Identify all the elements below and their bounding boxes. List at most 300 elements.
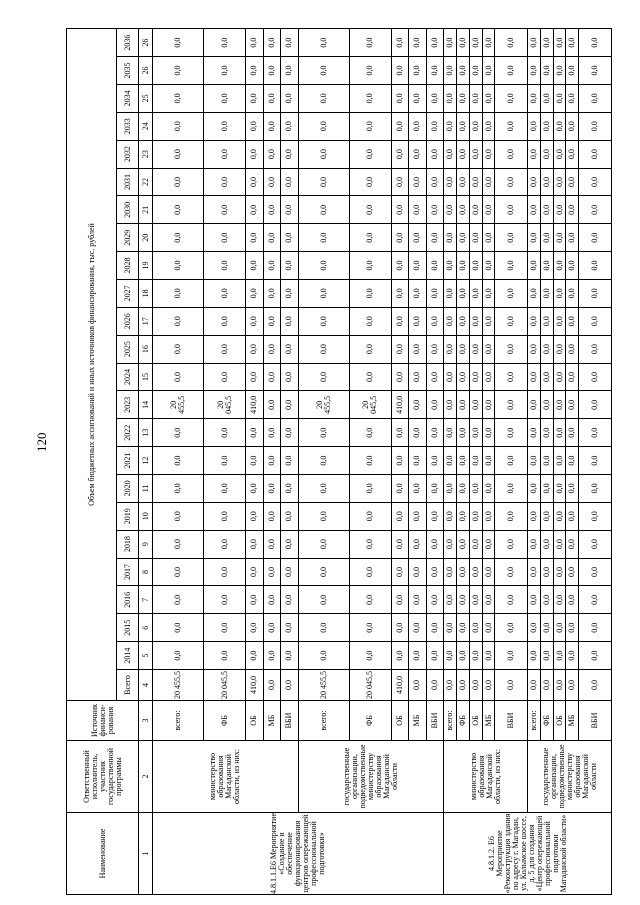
value-cell: 0,0 bbox=[457, 84, 470, 112]
value-cell: 0,0 bbox=[281, 363, 298, 391]
value-cell: 0,0 bbox=[469, 419, 482, 447]
value-cell: 0,0 bbox=[426, 84, 443, 112]
value-cell: 0,0 bbox=[204, 57, 246, 85]
table-row bbox=[528, 29, 541, 895]
value-cell: 0,0 bbox=[298, 196, 349, 224]
value-cell: 0,0 bbox=[540, 29, 553, 57]
source-cell: ВБИ bbox=[281, 701, 298, 741]
value-cell: 0,0 bbox=[426, 112, 443, 140]
value-cell: 0,0 bbox=[566, 29, 579, 57]
value-cell: 0,0 bbox=[263, 614, 280, 642]
value-cell: 0,0 bbox=[409, 307, 426, 335]
value-cell: 0,0 bbox=[409, 502, 426, 530]
value-cell: 0,0 bbox=[457, 447, 470, 475]
value-cell: 0,0 bbox=[246, 112, 263, 140]
value-cell: 0,0 bbox=[409, 196, 426, 224]
source-cell: ОБ bbox=[391, 701, 408, 741]
value-cell: 0,0 bbox=[566, 84, 579, 112]
column-number-row bbox=[139, 29, 153, 895]
measure-name: 4.8.1.2. Е6 Мероприятие «Реконструкция здания по адресу г. Магадан, ул. Колымское шоссе, д. 5 для создания «Центр опережающей профессиональной подготовки Магаданской области» bbox=[444, 813, 612, 895]
year-header: 2016 bbox=[117, 586, 139, 614]
value-cell: 0,0 bbox=[528, 335, 541, 363]
value-cell: 0,0 bbox=[444, 530, 457, 558]
value-cell: 0,0 bbox=[281, 391, 298, 419]
value-cell: 0,0 bbox=[495, 391, 528, 419]
value-cell: 0,0 bbox=[540, 307, 553, 335]
value-cell: 0,0 bbox=[391, 140, 408, 168]
value-cell: 0,0 bbox=[349, 224, 391, 252]
value-cell: 0,0 bbox=[263, 530, 280, 558]
value-cell: 0,0 bbox=[298, 447, 349, 475]
value-cell: 0,0 bbox=[246, 558, 263, 586]
value-cell: 0,0 bbox=[528, 558, 541, 586]
value-cell: 0,0 bbox=[246, 307, 263, 335]
column-number: 13 bbox=[139, 419, 153, 447]
total-cell: 0,0 bbox=[409, 670, 426, 701]
value-cell: 0,0 bbox=[457, 252, 470, 280]
value-cell: 0,0 bbox=[281, 307, 298, 335]
value-cell: 0,0 bbox=[566, 140, 579, 168]
value-cell: 0,0 bbox=[540, 335, 553, 363]
value-cell: 0,0 bbox=[444, 307, 457, 335]
value-cell: 0,0 bbox=[391, 474, 408, 502]
column-number: 17 bbox=[139, 307, 153, 335]
value-cell: 0,0 bbox=[246, 84, 263, 112]
value-cell: 0,0 bbox=[298, 363, 349, 391]
value-cell: 0,0 bbox=[553, 586, 566, 614]
value-cell: 0,0 bbox=[469, 279, 482, 307]
year-header: 2032 bbox=[117, 140, 139, 168]
value-cell: 0,0 bbox=[426, 335, 443, 363]
value-cell: 0,0 bbox=[204, 642, 246, 670]
value-cell: 0,0 bbox=[204, 474, 246, 502]
source-cell: всего: bbox=[528, 701, 541, 741]
value-cell: 0,0 bbox=[444, 140, 457, 168]
value-cell: 0,0 bbox=[495, 307, 528, 335]
value-cell: 0,0 bbox=[204, 502, 246, 530]
value-cell: 0,0 bbox=[528, 391, 541, 419]
value-cell: 0,0 bbox=[469, 168, 482, 196]
value-cell: 0,0 bbox=[153, 363, 204, 391]
value-cell: 0,0 bbox=[528, 112, 541, 140]
value-cell: 0,0 bbox=[528, 279, 541, 307]
value-cell: 0,0 bbox=[391, 558, 408, 586]
column-number: 11 bbox=[139, 474, 153, 502]
value-cell: 0,0 bbox=[281, 419, 298, 447]
value-cell: 0,0 bbox=[349, 29, 391, 57]
value-cell: 0,0 bbox=[426, 279, 443, 307]
year-header: 2035 bbox=[117, 57, 139, 85]
value-cell: 0,0 bbox=[566, 224, 579, 252]
value-cell: 0,0 bbox=[566, 391, 579, 419]
value-cell: 20 455,5 bbox=[153, 391, 204, 419]
value-cell: 0,0 bbox=[553, 57, 566, 85]
value-cell: 0,0 bbox=[263, 419, 280, 447]
source-cell: ВБИ bbox=[426, 701, 443, 741]
value-cell: 0,0 bbox=[495, 614, 528, 642]
header-executor: Ответственный исполнитель, участник государственной программы bbox=[67, 741, 139, 813]
value-cell: 0,0 bbox=[298, 307, 349, 335]
value-cell: 0,0 bbox=[391, 307, 408, 335]
value-cell: 0,0 bbox=[281, 279, 298, 307]
year-header: 2026 bbox=[117, 307, 139, 335]
value-cell: 0,0 bbox=[246, 419, 263, 447]
value-cell: 0,0 bbox=[409, 168, 426, 196]
value-cell: 0,0 bbox=[579, 391, 612, 419]
value-cell: 0,0 bbox=[409, 363, 426, 391]
value-cell: 0,0 bbox=[495, 279, 528, 307]
value-cell: 0,0 bbox=[204, 307, 246, 335]
value-cell: 0,0 bbox=[579, 224, 612, 252]
value-cell: 0,0 bbox=[153, 335, 204, 363]
header-row bbox=[67, 29, 117, 895]
source-cell: ОБ bbox=[246, 701, 263, 741]
value-cell: 0,0 bbox=[444, 558, 457, 586]
value-cell: 0,0 bbox=[281, 558, 298, 586]
value-cell: 0,0 bbox=[391, 586, 408, 614]
value-cell: 0,0 bbox=[349, 279, 391, 307]
value-cell: 0,0 bbox=[457, 335, 470, 363]
value-cell: 0,0 bbox=[566, 196, 579, 224]
value-cell: 0,0 bbox=[409, 252, 426, 280]
value-cell: 0,0 bbox=[469, 112, 482, 140]
value-cell: 0,0 bbox=[426, 307, 443, 335]
value-cell: 0,0 bbox=[540, 642, 553, 670]
column-number: 26 bbox=[139, 29, 153, 57]
year-header: 2014 bbox=[117, 642, 139, 670]
value-cell: 0,0 bbox=[579, 530, 612, 558]
value-cell: 0,0 bbox=[281, 224, 298, 252]
value-cell: 0,0 bbox=[444, 642, 457, 670]
value-cell: 0,0 bbox=[540, 363, 553, 391]
value-cell: 0,0 bbox=[426, 140, 443, 168]
value-cell: 0,0 bbox=[579, 140, 612, 168]
value-cell: 0,0 bbox=[409, 112, 426, 140]
value-cell: 0,0 bbox=[482, 586, 495, 614]
table-body bbox=[153, 29, 612, 895]
value-cell: 0,0 bbox=[457, 586, 470, 614]
value-cell: 0,0 bbox=[281, 168, 298, 196]
value-cell: 0,0 bbox=[566, 252, 579, 280]
value-cell: 0,0 bbox=[482, 447, 495, 475]
value-cell: 0,0 bbox=[553, 307, 566, 335]
value-cell: 0,0 bbox=[281, 642, 298, 670]
year-header: 2031 bbox=[117, 168, 139, 196]
value-cell: 0,0 bbox=[566, 586, 579, 614]
total-cell: 0,0 bbox=[457, 670, 470, 701]
value-cell: 0,0 bbox=[409, 586, 426, 614]
value-cell: 0,0 bbox=[457, 112, 470, 140]
value-cell: 0,0 bbox=[469, 642, 482, 670]
value-cell: 0,0 bbox=[391, 447, 408, 475]
value-cell: 0,0 bbox=[482, 614, 495, 642]
value-cell: 0,0 bbox=[246, 168, 263, 196]
value-cell: 0,0 bbox=[579, 558, 612, 586]
value-cell: 0,0 bbox=[457, 363, 470, 391]
value-cell: 0,0 bbox=[246, 642, 263, 670]
value-cell: 0,0 bbox=[540, 586, 553, 614]
value-cell: 0,0 bbox=[349, 419, 391, 447]
value-cell: 0,0 bbox=[426, 419, 443, 447]
value-cell: 0,0 bbox=[204, 112, 246, 140]
value-cell: 0,0 bbox=[495, 558, 528, 586]
value-cell: 0,0 bbox=[349, 474, 391, 502]
value-cell: 0,0 bbox=[246, 586, 263, 614]
value-cell: 0,0 bbox=[579, 363, 612, 391]
value-cell: 0,0 bbox=[426, 57, 443, 85]
value-cell: 0,0 bbox=[153, 586, 204, 614]
column-number: 10 bbox=[139, 502, 153, 530]
value-cell: 0,0 bbox=[349, 84, 391, 112]
value-cell: 0,0 bbox=[204, 614, 246, 642]
value-cell: 0,0 bbox=[298, 558, 349, 586]
value-cell: 0,0 bbox=[281, 29, 298, 57]
value-cell: 0,0 bbox=[391, 252, 408, 280]
value-cell: 0,0 bbox=[204, 419, 246, 447]
header-funding-title: Объем бюджетных ассигнований и иных источников финансирования, тыс. рублей bbox=[67, 29, 117, 701]
value-cell: 0,0 bbox=[281, 84, 298, 112]
value-cell: 0,0 bbox=[153, 558, 204, 586]
value-cell: 0,0 bbox=[263, 586, 280, 614]
value-cell: 0,0 bbox=[495, 335, 528, 363]
value-cell: 0,0 bbox=[566, 530, 579, 558]
value-cell: 0,0 bbox=[495, 474, 528, 502]
value-cell: 0,0 bbox=[457, 168, 470, 196]
value-cell: 0,0 bbox=[391, 642, 408, 670]
value-cell: 0,0 bbox=[204, 363, 246, 391]
source-cell: ВБИ bbox=[579, 701, 612, 741]
value-cell: 0,0 bbox=[469, 586, 482, 614]
year-header: 2036 bbox=[117, 29, 139, 57]
value-cell: 0,0 bbox=[528, 168, 541, 196]
value-cell: 0,0 bbox=[246, 474, 263, 502]
value-cell: 0,0 bbox=[566, 642, 579, 670]
value-cell: 0,0 bbox=[579, 447, 612, 475]
value-cell: 0,0 bbox=[409, 474, 426, 502]
value-cell: 0,0 bbox=[263, 57, 280, 85]
value-cell: 0,0 bbox=[482, 558, 495, 586]
value-cell: 0,0 bbox=[482, 502, 495, 530]
column-number: 8 bbox=[139, 558, 153, 586]
value-cell: 0,0 bbox=[409, 558, 426, 586]
funding-table bbox=[66, 28, 612, 895]
value-cell: 0,0 bbox=[263, 391, 280, 419]
value-cell: 0,0 bbox=[540, 391, 553, 419]
year-header: 2017 bbox=[117, 558, 139, 586]
value-cell: 0,0 bbox=[457, 474, 470, 502]
value-cell: 0,0 bbox=[482, 196, 495, 224]
value-cell: 0,0 bbox=[409, 335, 426, 363]
value-cell: 0,0 bbox=[246, 279, 263, 307]
value-cell: 410,0 bbox=[391, 391, 408, 419]
value-cell: 0,0 bbox=[469, 447, 482, 475]
column-number: 26 bbox=[139, 57, 153, 85]
value-cell: 0,0 bbox=[263, 502, 280, 530]
value-cell: 0,0 bbox=[482, 112, 495, 140]
total-cell: 0,0 bbox=[566, 670, 579, 701]
value-cell: 0,0 bbox=[457, 140, 470, 168]
value-cell: 0,0 bbox=[426, 614, 443, 642]
value-cell: 0,0 bbox=[444, 196, 457, 224]
value-cell: 0,0 bbox=[469, 307, 482, 335]
value-cell: 0,0 bbox=[246, 252, 263, 280]
value-cell: 0,0 bbox=[482, 252, 495, 280]
value-cell: 0,0 bbox=[281, 447, 298, 475]
header-source: Источник финанси-рования bbox=[67, 701, 139, 741]
value-cell: 0,0 bbox=[540, 474, 553, 502]
year-header: 2023 bbox=[117, 391, 139, 419]
value-cell: 0,0 bbox=[444, 586, 457, 614]
value-cell: 0,0 bbox=[263, 363, 280, 391]
value-cell: 0,0 bbox=[566, 419, 579, 447]
total-cell: 0,0 bbox=[528, 670, 541, 701]
value-cell: 0,0 bbox=[246, 224, 263, 252]
value-cell: 0,0 bbox=[426, 363, 443, 391]
value-cell: 0,0 bbox=[298, 530, 349, 558]
value-cell: 0,0 bbox=[426, 252, 443, 280]
value-cell: 0,0 bbox=[457, 196, 470, 224]
value-cell: 0,0 bbox=[553, 502, 566, 530]
value-cell: 0,0 bbox=[457, 419, 470, 447]
value-cell: 0,0 bbox=[298, 586, 349, 614]
value-cell: 0,0 bbox=[553, 112, 566, 140]
value-cell: 0,0 bbox=[298, 614, 349, 642]
value-cell: 0,0 bbox=[579, 307, 612, 335]
value-cell: 0,0 bbox=[391, 335, 408, 363]
total-cell: 20 455,5 bbox=[298, 670, 349, 701]
value-cell: 0,0 bbox=[426, 474, 443, 502]
column-number: 22 bbox=[139, 168, 153, 196]
value-cell: 0,0 bbox=[426, 29, 443, 57]
value-cell: 0,0 bbox=[566, 168, 579, 196]
value-cell: 0,0 bbox=[457, 29, 470, 57]
total-cell: 0,0 bbox=[281, 670, 298, 701]
value-cell: 0,0 bbox=[482, 642, 495, 670]
value-cell: 0,0 bbox=[409, 642, 426, 670]
total-cell: 0,0 bbox=[579, 670, 612, 701]
value-cell: 0,0 bbox=[553, 196, 566, 224]
value-cell: 0,0 bbox=[444, 224, 457, 252]
source-cell: всего: bbox=[444, 701, 457, 741]
year-header: 2034 bbox=[117, 84, 139, 112]
value-cell: 0,0 bbox=[528, 252, 541, 280]
total-cell: 0,0 bbox=[469, 670, 482, 701]
value-cell: 0,0 bbox=[540, 112, 553, 140]
table-row bbox=[153, 29, 204, 895]
value-cell: 0,0 bbox=[482, 391, 495, 419]
value-cell: 0,0 bbox=[426, 502, 443, 530]
rotated-page bbox=[66, 29, 612, 895]
value-cell: 0,0 bbox=[409, 57, 426, 85]
value-cell: 0,0 bbox=[528, 57, 541, 85]
source-cell: ФБ bbox=[540, 701, 553, 741]
value-cell: 0,0 bbox=[391, 168, 408, 196]
value-cell: 0,0 bbox=[349, 335, 391, 363]
value-cell: 0,0 bbox=[298, 29, 349, 57]
value-cell: 0,0 bbox=[204, 447, 246, 475]
value-cell: 0,0 bbox=[391, 84, 408, 112]
value-cell: 0,0 bbox=[540, 57, 553, 85]
total-cell: 410,0 bbox=[246, 670, 263, 701]
value-cell: 0,0 bbox=[444, 391, 457, 419]
value-cell: 0,0 bbox=[409, 29, 426, 57]
value-cell: 20 455,5 bbox=[298, 391, 349, 419]
total-cell: 0,0 bbox=[540, 670, 553, 701]
column-number: 9 bbox=[139, 530, 153, 558]
value-cell: 0,0 bbox=[566, 558, 579, 586]
value-cell: 0,0 bbox=[579, 196, 612, 224]
value-cell: 0,0 bbox=[246, 335, 263, 363]
value-cell: 0,0 bbox=[298, 335, 349, 363]
value-cell: 0,0 bbox=[391, 363, 408, 391]
value-cell: 0,0 bbox=[482, 530, 495, 558]
value-cell: 0,0 bbox=[426, 558, 443, 586]
value-cell: 0,0 bbox=[482, 84, 495, 112]
value-cell: 0,0 bbox=[204, 252, 246, 280]
value-cell: 0,0 bbox=[579, 586, 612, 614]
value-cell: 0,0 bbox=[566, 363, 579, 391]
value-cell: 0,0 bbox=[469, 84, 482, 112]
total-cell: 410,0 bbox=[391, 670, 408, 701]
value-cell: 0,0 bbox=[579, 57, 612, 85]
value-cell: 0,0 bbox=[426, 586, 443, 614]
value-cell: 0,0 bbox=[298, 502, 349, 530]
source-cell: ОБ bbox=[553, 701, 566, 741]
value-cell: 0,0 bbox=[153, 530, 204, 558]
value-cell: 0,0 bbox=[553, 447, 566, 475]
value-cell: 0,0 bbox=[482, 363, 495, 391]
value-cell: 0,0 bbox=[263, 112, 280, 140]
column-number: 19 bbox=[139, 252, 153, 280]
value-cell: 0,0 bbox=[553, 252, 566, 280]
value-cell: 0,0 bbox=[391, 419, 408, 447]
source-cell: МБ bbox=[566, 701, 579, 741]
year-header: 2021 bbox=[117, 447, 139, 475]
value-cell: 0,0 bbox=[566, 279, 579, 307]
value-cell: 0,0 bbox=[349, 642, 391, 670]
value-cell: 0,0 bbox=[457, 391, 470, 419]
value-cell: 0,0 bbox=[469, 363, 482, 391]
value-cell: 0,0 bbox=[528, 140, 541, 168]
value-cell: 20 045,5 bbox=[349, 391, 391, 419]
value-cell: 0,0 bbox=[528, 642, 541, 670]
value-cell: 0,0 bbox=[579, 112, 612, 140]
value-cell: 0,0 bbox=[457, 307, 470, 335]
value-cell: 0,0 bbox=[153, 502, 204, 530]
value-cell: 0,0 bbox=[528, 419, 541, 447]
value-cell: 0,0 bbox=[444, 29, 457, 57]
value-cell: 0,0 bbox=[553, 530, 566, 558]
header-name: Наименование bbox=[67, 813, 139, 895]
total-cell: 0,0 bbox=[444, 670, 457, 701]
value-cell: 0,0 bbox=[153, 614, 204, 642]
column-number: 20 bbox=[139, 224, 153, 252]
value-cell: 0,0 bbox=[553, 558, 566, 586]
source-cell: ФБ bbox=[204, 701, 246, 741]
source-cell: ФБ bbox=[457, 701, 470, 741]
value-cell: 0,0 bbox=[298, 112, 349, 140]
value-cell: 0,0 bbox=[391, 112, 408, 140]
source-cell: ФБ bbox=[349, 701, 391, 741]
value-cell: 0,0 bbox=[391, 196, 408, 224]
value-cell: 0,0 bbox=[579, 252, 612, 280]
value-cell: 0,0 bbox=[409, 391, 426, 419]
value-cell: 0,0 bbox=[281, 530, 298, 558]
value-cell: 0,0 bbox=[469, 391, 482, 419]
table-head bbox=[67, 29, 153, 895]
year-header: 2027 bbox=[117, 279, 139, 307]
value-cell: 0,0 bbox=[495, 168, 528, 196]
